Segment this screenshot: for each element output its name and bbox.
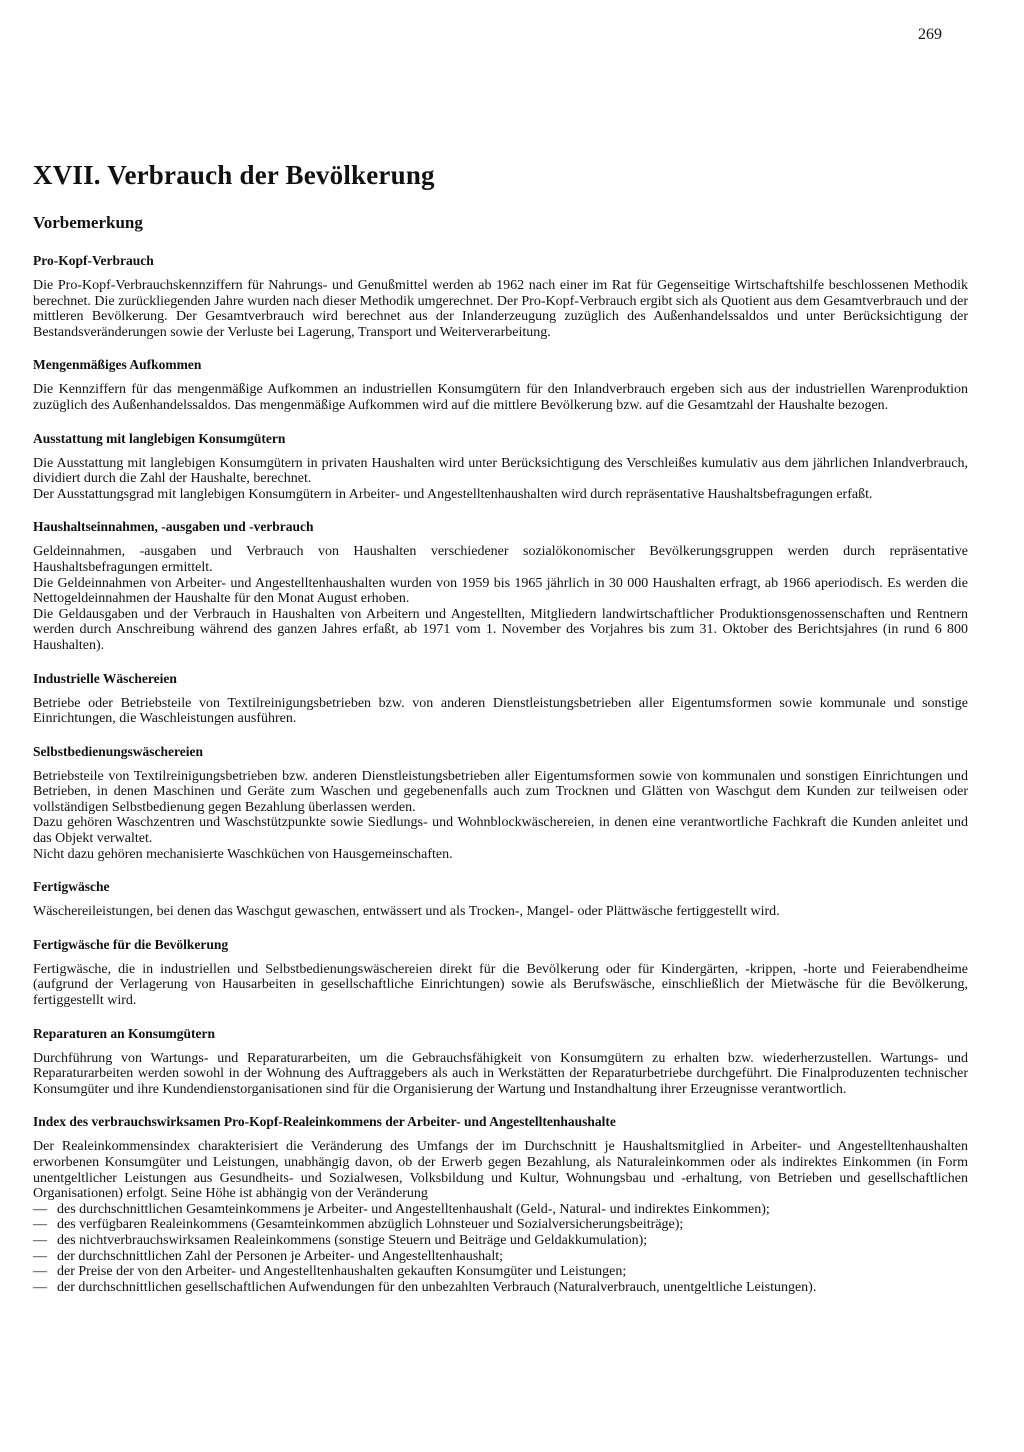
paragraph: Die Ausstattung mit langlebigen Konsumgütern in privaten Haushalten wird unter Berücksichtigung des Verschleißes kumulativ aus dem jährlichen Inlandverbrauch, dividiert durch die Zahl der Haushalte, berechnet. bbox=[33, 455, 968, 487]
section-heading: Index des verbrauchswirksamen Pro-Kopf-Realeinkommens der Arbeiter- und Angestelltenhaushalte bbox=[33, 1114, 616, 1130]
section-heading: Fertigwäsche für die Bevölkerung bbox=[33, 936, 229, 952]
list-marker: — bbox=[33, 1279, 47, 1295]
list-item-text: der durchschnittlichen gesellschaftlichen Aufwendungen für den unbezahlten Verbrauch (Naturalverbrauch, unentgeltliche Leistungen). bbox=[57, 1279, 817, 1295]
list-item bbox=[33, 1217, 968, 1233]
list-marker: — bbox=[33, 1201, 47, 1217]
paragraph: Die Pro-Kopf-Verbrauchskennziffern für Nahrungs- und Genußmittel werden ab 1962 nach einer im Rat für Gegenseitige Wirtschaftshilfe beschlossenen Methodik berechnet. Die zurückliegenden Jahre wurden nach dieser Methodik umgerechnet. Der Pro-Kopf-Verbrauch ergibt sich als Quotient aus dem Gesamtverbrauch und der mittleren Bevölkerung. Der Gesamtverbrauch wird berechnet aus der Inlanderzeugung zuzüglich des Außenhandelssaldos und unter Berücksichtigung der Bestandsveränderungen sowie der Verluste bei Lagerung, Transport und Weiterverarbeitung. bbox=[33, 278, 968, 340]
paragraph: Durchführung von Wartungs- und Reparaturarbeiten, um die Gebrauchsfähigkeit von Konsumgütern zu erhalten bzw. wiederherzustellen. Wartungs- und Reparaturarbeiten werden sowohl in der Wohnung des Auftraggebers als auch in Werkstätten der Reparaturbetriebe durchgeführt. Die Finalproduzenten technischer Konsumgüter und ihre Kundendienstorganisationen sind für die Organisierung der Wartung und Instandhaltung ihrer Erzeugnisse verantwortlich. bbox=[33, 1050, 968, 1097]
paragraph: Nicht dazu gehören mechanisierte Waschküchen von Hausgemeinschaften. bbox=[33, 846, 453, 862]
list-item-text: des verfügbaren Realeinkommens (Gesamteinkommen abzüglich Lohnsteuer und Sozialversicherungsbeiträge); bbox=[57, 1217, 684, 1233]
section bbox=[33, 1026, 968, 1098]
section-heading: Ausstattung mit langlebigen Konsumgütern bbox=[33, 430, 286, 446]
section-heading: Fertigwäsche bbox=[33, 879, 110, 895]
preface-heading: Vorbemerkung bbox=[33, 213, 143, 232]
list-marker: — bbox=[33, 1217, 47, 1233]
paragraph: Der Ausstattungsgrad mit langlebigen Konsumgütern in Arbeiter- und Angestelltenhaushalten wird durch repräsentative Haushaltsbefragungen erfaßt. bbox=[33, 486, 873, 502]
section-heading: Reparaturen an Konsumgütern bbox=[33, 1025, 216, 1041]
section bbox=[33, 253, 968, 340]
list-item bbox=[33, 1249, 968, 1265]
list-marker: — bbox=[33, 1248, 47, 1264]
section-heading: Mengenmäßiges Aufkommen bbox=[33, 357, 202, 373]
list-item bbox=[33, 1233, 968, 1249]
list-item bbox=[33, 1280, 968, 1296]
section-heading: Industrielle Wäschereien bbox=[33, 670, 177, 686]
document-body bbox=[33, 160, 968, 1312]
section bbox=[33, 879, 968, 920]
paragraph: Wäschereileistungen, bei denen das Waschgut gewaschen, entwässert und als Trocken-, Mangel- oder Plättwäsche fertiggestellt wird. bbox=[33, 904, 780, 920]
section-heading: Selbstbedienungswäschereien bbox=[33, 743, 204, 759]
section bbox=[33, 937, 968, 1009]
section-heading: Pro-Kopf-Verbrauch bbox=[33, 253, 154, 268]
list-item-text: des durchschnittlichen Gesamteinkommens je Arbeiter- und Angestelltenhaushalt (Geld-, Natural- und indirektes Einkommen); bbox=[57, 1201, 770, 1217]
section bbox=[33, 744, 968, 863]
dash-list bbox=[33, 1202, 968, 1296]
section bbox=[33, 519, 968, 653]
list-item bbox=[33, 1264, 968, 1280]
paragraph: Der Realeinkommensindex charakterisiert die Veränderung des Umfangs der im Durchschnitt je Haushaltsmitglied in Arbeiter- und Angestelltenhaushalten erworbenen Konsumgüter und Leistungen, unabhängig davon, ob der Erwerb gegen Bezahlung, als Naturaleinkommen oder als indirektes Einkommen (in Form unentgeltlicher Leistungen aus Gesundheits- und Sozialwesen, Volksbildung und Kultur, Wohnungsbau und -erhaltung, von Betrieben und gesellschaftlichen Organisationen) erfolgt. Seine Höhe ist abhängig von der Veränderung bbox=[33, 1139, 968, 1202]
paragraph: Fertigwäsche, die in industriellen und Selbstbedienungswäschereien direkt für die Bevölkerung oder für Kindergärten, -krippen, -horte und Feierabendheime (aufgrund der Verlagerung von Hausarbeiten in gesellschaftliche Einrichtungen) sowie als Berufswäsche, einschließlich der Mietwäsche für die Bevölkerung, fertiggestellt wird. bbox=[33, 961, 968, 1009]
list-item-text: der Preise der von den Arbeiter- und Angestelltenhaushalten gekauften Konsumgüter und Leistungen; bbox=[57, 1264, 627, 1280]
paragraph: Die Geldeinnahmen von Arbeiter- und Angestelltenhaushalten wurden von 1959 bis 1965 jährlich in 30 000 Haushalten erfragt, ab 1966 aperiodisch. Es werden die Nettogeldeinnahmen der Haushalte für den Monat August erhoben. bbox=[33, 575, 968, 607]
section bbox=[33, 671, 968, 727]
paragraph: Die Geldausgaben und der Verbrauch in Haushalten von Arbeitern und Angestellten, Mitgliedern landwirtschaftlicher Produktionsgenossenschaften und Rentnern werden durch Anschreibung während des ganzen Jahres erfaßt, ab 1971 vom 1. November des Vorjahres bis zum 31. Oktober des Berichtsjahres (in rund 6 800 Haushalten). bbox=[33, 606, 968, 653]
sections-container bbox=[33, 253, 968, 1295]
chapter-title: XVII. Verbrauch der Bevölkerung bbox=[33, 160, 435, 190]
list-marker: — bbox=[33, 1232, 47, 1248]
list-item-text: des nichtverbrauchswirksamen Realeinkommens (sonstige Steuern und Beiträge und Geldakkumulation); bbox=[57, 1232, 648, 1248]
section bbox=[33, 357, 968, 413]
section bbox=[33, 431, 968, 503]
list-marker: — bbox=[33, 1264, 47, 1280]
list-item-text: der durchschnittlichen Zahl der Personen je Arbeiter- und Angestelltenhaushalt; bbox=[57, 1248, 504, 1264]
section bbox=[33, 1114, 968, 1295]
paragraph: Die Kennziffern für das mengenmäßige Aufkommen an industriellen Konsumgütern für den Inlandverbrauch ergeben sich aus der industriellen Warenproduktion zuzüglich des Außenhandelssaldos. Das mengenmäßige Aufkommen wird auf die mittlere Bevölkerung bzw. auf die Gesamtzahl der Haushalte bezogen. bbox=[33, 382, 968, 413]
paragraph: Geldeinnahmen, -ausgaben und Verbrauch von Haushalten verschiedener sozialökonomischer Bevölkerungsgruppen werden durch repräsentative Haushaltsbefragungen ermittelt. bbox=[33, 544, 968, 575]
paragraph: Betriebsteile von Textilreinigungsbetrieben bzw. anderen Dienstleistungsbetrieben aller Eigentumsformen sowie von kommunalen und sonstigen Einrichtungen und Betrieben, in denen Maschinen und Geräte zum Waschen und gegebenenfalls auch zum Trocknen und Glätten von Waschgut dem Kunden zur teilweisen oder vollständigen Selbstbedienung gegen Bezahlung überlassen werden. bbox=[33, 768, 968, 815]
paragraph: Betriebe oder Betriebsteile von Textilreinigungsbetrieben bzw. von anderen Dienstleistungsbetrieben aller Eigentumsformen sowie kommunale und sonstige Einrichtungen, die Waschleistungen ausführen. bbox=[33, 695, 968, 727]
page-number: 269 bbox=[918, 26, 942, 43]
paragraph: Dazu gehören Waschzentren und Waschstützpunkte sowie Siedlungs- und Wohnblockwäschereien, in denen eine verantwortliche Fachkraft die Kunden anleitet und das Objekt verwaltet. bbox=[33, 815, 968, 847]
section-heading: Haushaltseinnahmen, -ausgaben und -verbrauch bbox=[33, 519, 314, 535]
list-item bbox=[33, 1202, 968, 1218]
